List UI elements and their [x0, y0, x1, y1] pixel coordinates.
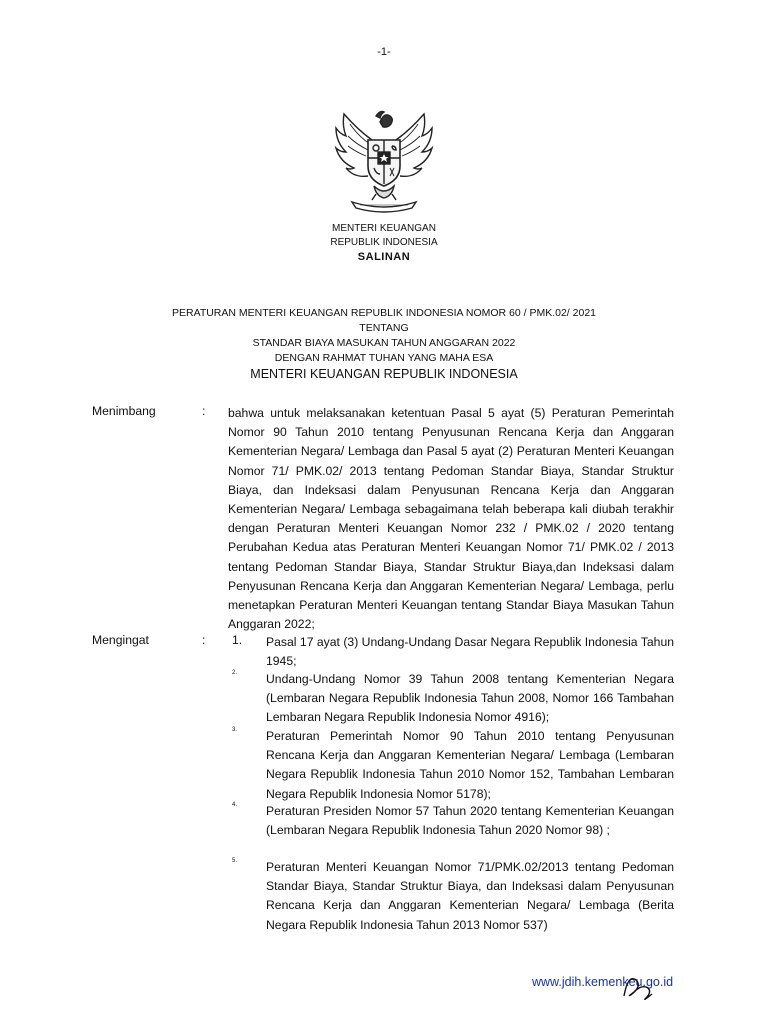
issuer-block	[0, 222, 768, 264]
list-item: Pasal 17 ayat (3) Undang-Undang Dasar Negara Republik Indonesia Tahun 1945;	[266, 635, 674, 669]
footer-link[interactable]: www.jdih.kemenkeu.go.id	[532, 975, 674, 989]
regulation-title	[0, 306, 768, 383]
list-item-number: 3.	[232, 727, 238, 733]
list-item: Peraturan Pemerintah Nomor 90 Tahun 2010 tentang Penyusunan Rencana Kerja dan Anggaran Kementerian Negara/ Lembaga (Lembaran Negara Republik Indonesia Tahun 2010 Nomor 152, Tambahan Lembaran Negara Republik Indonesia Nomor 5178);	[266, 729, 674, 801]
list-item: Peraturan Menteri Keuangan Nomor 71/PMK.02/2013 tentang Pedoman Standar Biaya, Standar Struktur Biaya, dan Indeksasi dalam Penyusunan Rencana Kerja dan Anggaran Kementerian Negara/ Lembaga (Berita Negara Republik Indonesia Tahun 2013 Nomor 537)	[266, 860, 674, 932]
regulation-number: PERATURAN MENTERI KEUANGAN REPUBLIK INDONESIA NOMOR 60 / PMK.02/ 2021	[172, 307, 596, 319]
issuing-authority: MENTERI KEUANGAN REPUBLIK INDONESIA	[250, 367, 518, 381]
copy-mark: SALINAN	[357, 251, 411, 263]
paraf-signature-icon	[618, 968, 658, 1004]
list-item-number: 2.	[232, 670, 238, 676]
list-item-number: 1.	[232, 633, 243, 647]
page-number: -1-	[377, 46, 391, 58]
mengingat-label: Mengingat	[92, 633, 149, 647]
list-item-number: 4.	[232, 802, 238, 808]
grace-formula: DENGAN RAHMAT TUHAN YANG MAHA ESA	[274, 352, 494, 364]
about-label: TENTANG	[359, 322, 409, 334]
list-item: Undang-Undang Nomor 39 Tahun 2008 tentang Kementerian Negara (Lembaran Negara Republik Indonesia Tahun 2008, Nomor 166 Tambahan Lembaran Negara Republik Indonesia Nomor 4916);	[266, 672, 674, 725]
issuer-line-1: MENTERI KEUANGAN	[332, 223, 436, 234]
menimbang-label: Menimbang	[92, 404, 156, 418]
menimbang-colon: :	[202, 404, 206, 418]
regulation-subject: STANDAR BIAYA MASUKAN TAHUN ANGGARAN 2022	[252, 337, 516, 349]
list-item-number: 5.	[232, 858, 238, 864]
garuda-emblem-icon	[330, 106, 438, 216]
menimbang-text: bahwa untuk melaksanakan ketentuan Pasal 5 ayat (5) Peraturan Pemerintah Nomor 90 Tahun 2010 tentang Penyusunan Rencana Kerja dan Anggaran Kementerian Negara/ Lembaga dan Pasal 5 ayat (2) Peraturan Menteri Keuangan Nomor 71/ PMK.02/ 2013 tentang Pedoman Standar Biaya, Standar Struktur Biaya, dan Indeksasi dalam Penyusunan Rencana Kerja dan Anggaran Kementerian Negara/ Lembaga sebagaimana telah beberapa kali diubah terakhir dengan Peraturan Menteri Keuangan Nomor 232 / PMK.02 / 2020 tentang Perubahan Kedua atas Peraturan Menteri Keuangan Nomor 71/ PMK.02 / 2013 tentang Pedoman Standar Biaya, Standar Struktur Biaya,dan Indeksasi dalam Penyusunan Rencana Kerja dan Anggaran Kementerian Negara/ Lembaga, perlu menetapkan Peraturan Menteri Keuangan tentang Standar Biaya Masukan Tahun Anggaran 2022;	[228, 406, 674, 632]
list-item: Peraturan Presiden Nomor 57 Tahun 2020 tentang Kementerian Keuangan (Lembaran Negara Republik Indonesia Tahun 2020 Nomor 98) ;	[266, 804, 674, 838]
issuer-line-2: REPUBLIK INDONESIA	[330, 237, 438, 248]
mengingat-colon: :	[202, 633, 206, 647]
